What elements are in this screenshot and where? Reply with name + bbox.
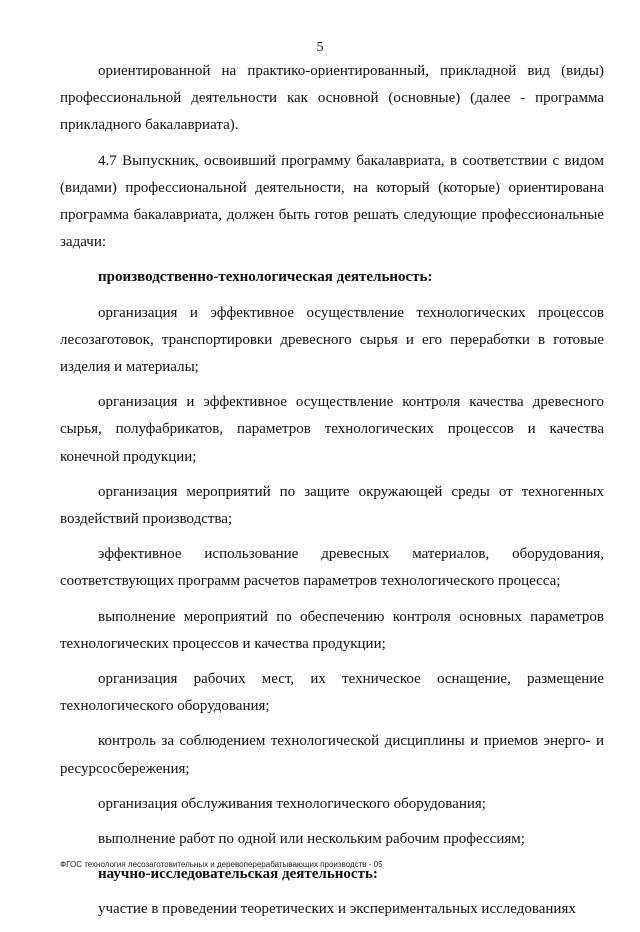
section-heading-production: производственно-технологическая деятельность:	[98, 269, 433, 286]
paragraph-graduate-tasks: 4.7 Выпускник, освоивший программу бакалавриата, в соответствии с видом (видами) профессиональной деятельности, на который (которые) ориентирована программа бакалавриата, должен быть готов решать следующие профессиональные задачи:	[60, 152, 604, 251]
document-footer: ФГОС технология лесозаготовительных и деревоперерабатывающих производств - 05	[60, 860, 383, 869]
list-item: организация рабочих мест, их техническое оснащение, размещение технологического оборудования;	[60, 671, 604, 715]
list-item: выполнение мероприятий по обеспечению контроля основных параметров технологических процессов и качества продукции;	[60, 608, 604, 652]
list-item: организация и эффективное осуществление контроля качества древесного сырья, полуфабрикатов, параметров технологических процессов и качества конечной продукции;	[60, 394, 604, 465]
section-heading-research: научно-исследовательская деятельность:	[98, 866, 378, 883]
list-item: выполнение работ по одной или нескольким рабочим профессиям;	[98, 831, 525, 848]
list-item: организация мероприятий по защите окружающей среды от техногенных воздействий производства;	[60, 483, 604, 528]
list-item: организация обслуживания технологического оборудования;	[98, 795, 486, 812]
list-item: участие в проведении теоретических и экспериментальных исследованиях	[98, 901, 576, 918]
paragraph-continuation: ориентированной на практико-ориентированный, прикладной вид (виды) профессиональной деятельности как основной (основные) (далее - программа прикладного бакалавриата).	[60, 63, 604, 134]
list-item: эффективное использование древесных материалов, оборудования, соответствующих программ расчетов параметров технологического процесса;	[60, 546, 604, 590]
list-item: контроль за соблюдением технологической дисциплины и приемов энерго- и ресурсосбережения;	[60, 733, 604, 777]
page-number: 5	[316, 40, 324, 55]
list-item: организация и эффективное осуществление технологических процессов лесозаготовок, транспортировки древесного сырья и его переработки в готовые изделия и материалы;	[60, 304, 604, 376]
document-body	[60, 58, 604, 932]
